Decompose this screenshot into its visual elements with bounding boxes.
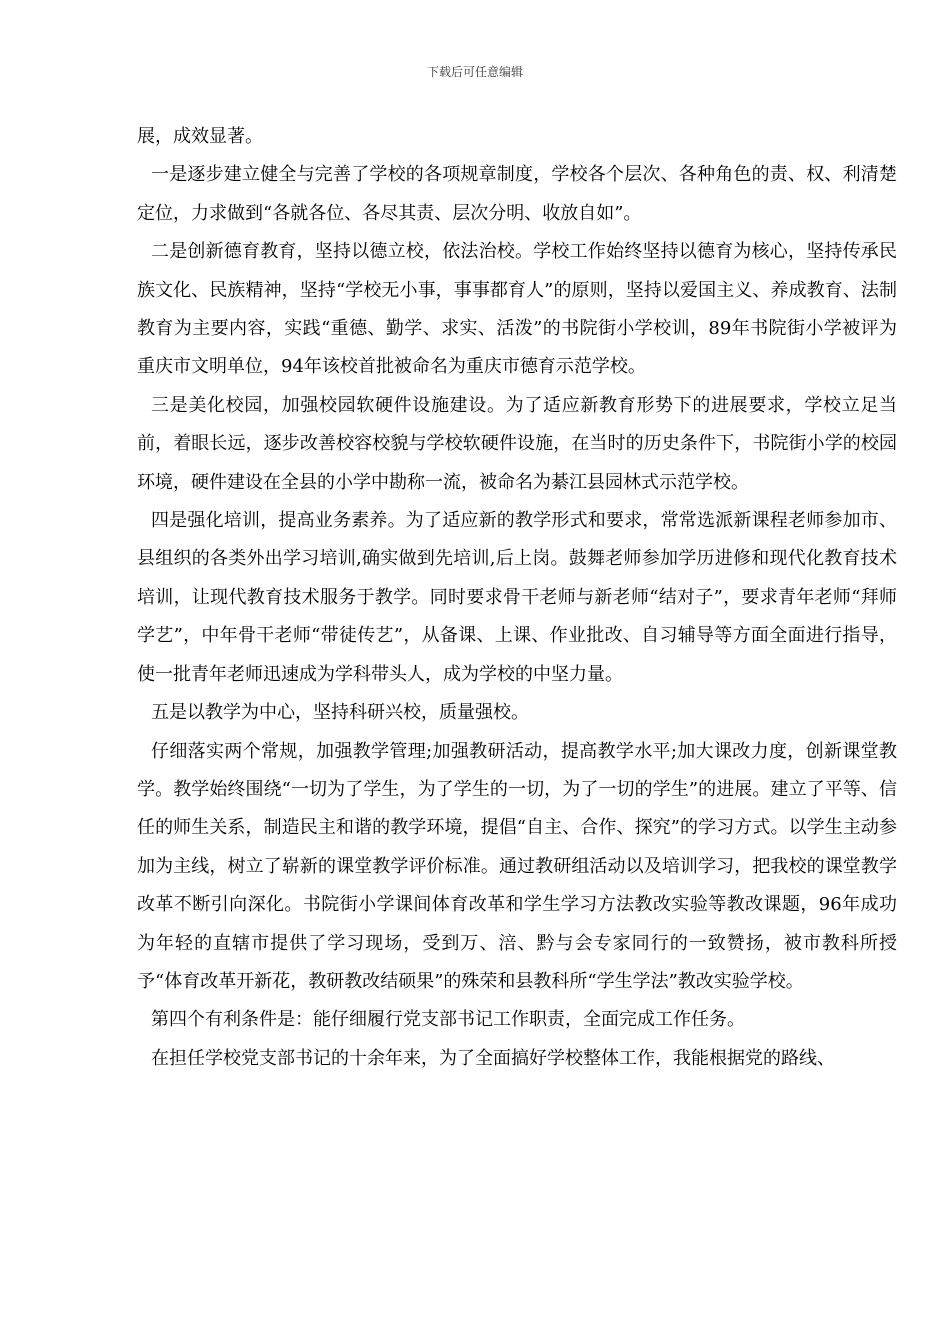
page-header: 下载后可任意编辑 (426, 65, 523, 79)
paragraph-fourth-condition: 第四个有利条件是：能仔细履行党支部书记工作职责，全面完成工作任务。 (151, 1009, 745, 1031)
paragraph-training: 四是强化培训，提高业务素养。为了适应新的教学形式和要求，常常选派新课程老师参加市、县组织的各类外出学习培训,确实做到先培训,后上岗。鼓舞老师参加学历进修和现代化教育技术培训，让现代教育技术服务于教学。同时要求骨干老师与新老师“结对子”，要求青年老师“拜师学艺”，中年骨干老师“带徒传艺”，从备课、上课、作业批改、自习辅导等方面全面进行指导，使一批青年老师迅速成为学科带头人，成为学校的中坚力量。 (137, 510, 897, 685)
paragraph-party-secretary: 在担任学校党支部书记的十余年来，为了全面搞好学校整体工作，我能根据党的路线、 (151, 1047, 835, 1069)
paragraph-continuation: 展，成效显著。 (137, 126, 263, 147)
paragraph-campus-beautification: 三是美化校园，加强校园软硬件设施建设。为了适应新教育形势下的进展要求，学校立足当前，着眼长远，逐步改善校容校貌与学校软硬件设施，在当时的历史条件下，书院街小学的校园环境，硬件建设在全县的小学中勘称一流，被命名为綦江县园林式示范学校。 (137, 394, 897, 493)
paragraph-teaching-reform: 仔细落实两个常规，加强教学管理;加强教研活动，提高教学水平;加大课改力度，创新课堂教学。教学始终围绕“一切为了学生，为了学生的一切，为了一切的学生”的进展。建立了平等、信任的师生关系，制造民主和谐的教学环境，提倡“自主、合作、探究”的学习方式。以学生主动参加为主线，树立了崭新的课堂教学评价标准。通过教研组活动以及培训学习，把我校的课堂教学改革不断引向深化。书院街小学课间体育改革和学生学习方法教改实验等教改课题，96年成功为年轻的直辖市提供了学习现场，受到万、涪、黔与会专家同行的一致赞扬，被市教科所授予“体育改革开新花，教研教改结硕果”的殊荣和县教科所“学生学法”教改实验学校。 (137, 740, 897, 992)
paragraph-rules-system: 一是逐步建立健全与完善了学校的各项规章制度，学校各个层次、各种角色的责、权、利清楚定位，力求做到“各就各位、各尽其责、层次分明、收放自如”。 (137, 164, 897, 224)
paragraph-teaching-center: 五是以教学为中心，坚持科研兴校，质量强校。 (151, 702, 529, 724)
document-body (137, 118, 897, 1078)
paragraph-moral-education: 二是创新德育教育，坚持以德立校，依法治校。学校工作始终坚持以德育为核心，坚持传承民族文化、民族精神，坚持“学校无小事，事事都育人”的原则，坚持以爱国主义、养成教育、法制教育为主要内容，实践“重德、勤学、求实、活泼”的书院街小学校训，89年书院街小学被评为重庆市文明单位，94年该校首批被命名为重庆市德育示范学校。 (137, 241, 897, 378)
